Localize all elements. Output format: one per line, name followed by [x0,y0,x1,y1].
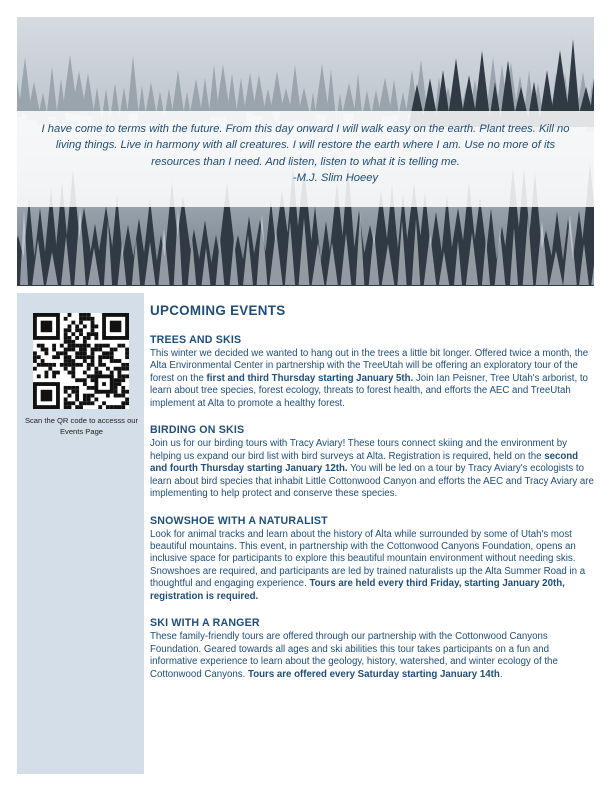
event-title: TREES AND SKIS [150,334,242,346]
event-ski-with-a-ranger [150,617,596,681]
quote-author: -M.J. Slim Hoeey [292,172,379,185]
event-title: SNOWSHOE WITH A NATURALIST [150,514,328,527]
event-title: SKI WITH A RANGER [150,617,260,630]
quote-text: I have come to terms with the future. From this day onward I will walk easy on the earth. Plant trees. Kill no living things. Live in harmony with all creatures. I will restore the earth where I am. Use no more of its resources than I need. And listen, listen to what it is telling me. [41,123,570,168]
qr-caption: Scan the QR code to accesss our Events Page [24,416,139,436]
event-description: Look for animal tracks and learn about the history of Alta while surrounded by some of Utah's most beautiful mountains. This event, in partnership with the Cottonwood Canyons Foundation, opens an inclusive space for participants to explore this beautiful mountain environment without needing skis. Snowshoes are required, and participants are led by trained naturalists up the Alta Summer Road in a thoughtful and engaging experience. Tours are held every third Friday, starting January 20th, registration is required. [150,528,586,602]
page-title: UPCOMING EVENTS [150,303,286,318]
event-snowshoe-with-a-naturalist [150,515,596,604]
event-trees-and-skis [150,334,596,410]
events-main [150,303,596,695]
event-description: Join us for our birding tours with Tracy Aviary! These tours connect skiing and the environment by helping us expand our bird list with bird surveys at Alta. Registration is required, held on the second and fourth Thursday starting January 12th. You will be led on a tour by Tracy Aviary's ecologists to learn about bird species that inhabit Little Cottonwood Canyon and efforts the AEC and Tracy Aviary are implementing to help protect and conserve these species. [150,438,594,500]
event-description: These family-friendly tours are offered through our partnership with the Cottonwood Canyons Foundation. Geared towards all ages and ski abilities this tour takes participants on a fun and informative experience to learn about the geology, history, watershed, and winter ecology of the Cottonwood Canyons. Tours are offered every Saturday starting January 14th. [150,631,558,680]
event-title: BIRDING ON SKIS [150,424,245,437]
qr-code[interactable] [33,313,129,409]
quote [30,121,581,187]
event-birding-on-skis [150,424,596,500]
event-description: This winter we decided we wanted to hang out in the trees a little bit longer. Offered twice a month, the Alta Environmental Center in partnership with the TreeUtah will be offering an exploratory tour of the forest on the first and third Thursday starting January 5th. Join Ian Peisner, Tree Utah's arborist, to learn about tree species, forest ecology, threats to forest health, and efforts the AEC and TreeUtah implement at Alta to promote a healthy forest. [150,348,589,409]
